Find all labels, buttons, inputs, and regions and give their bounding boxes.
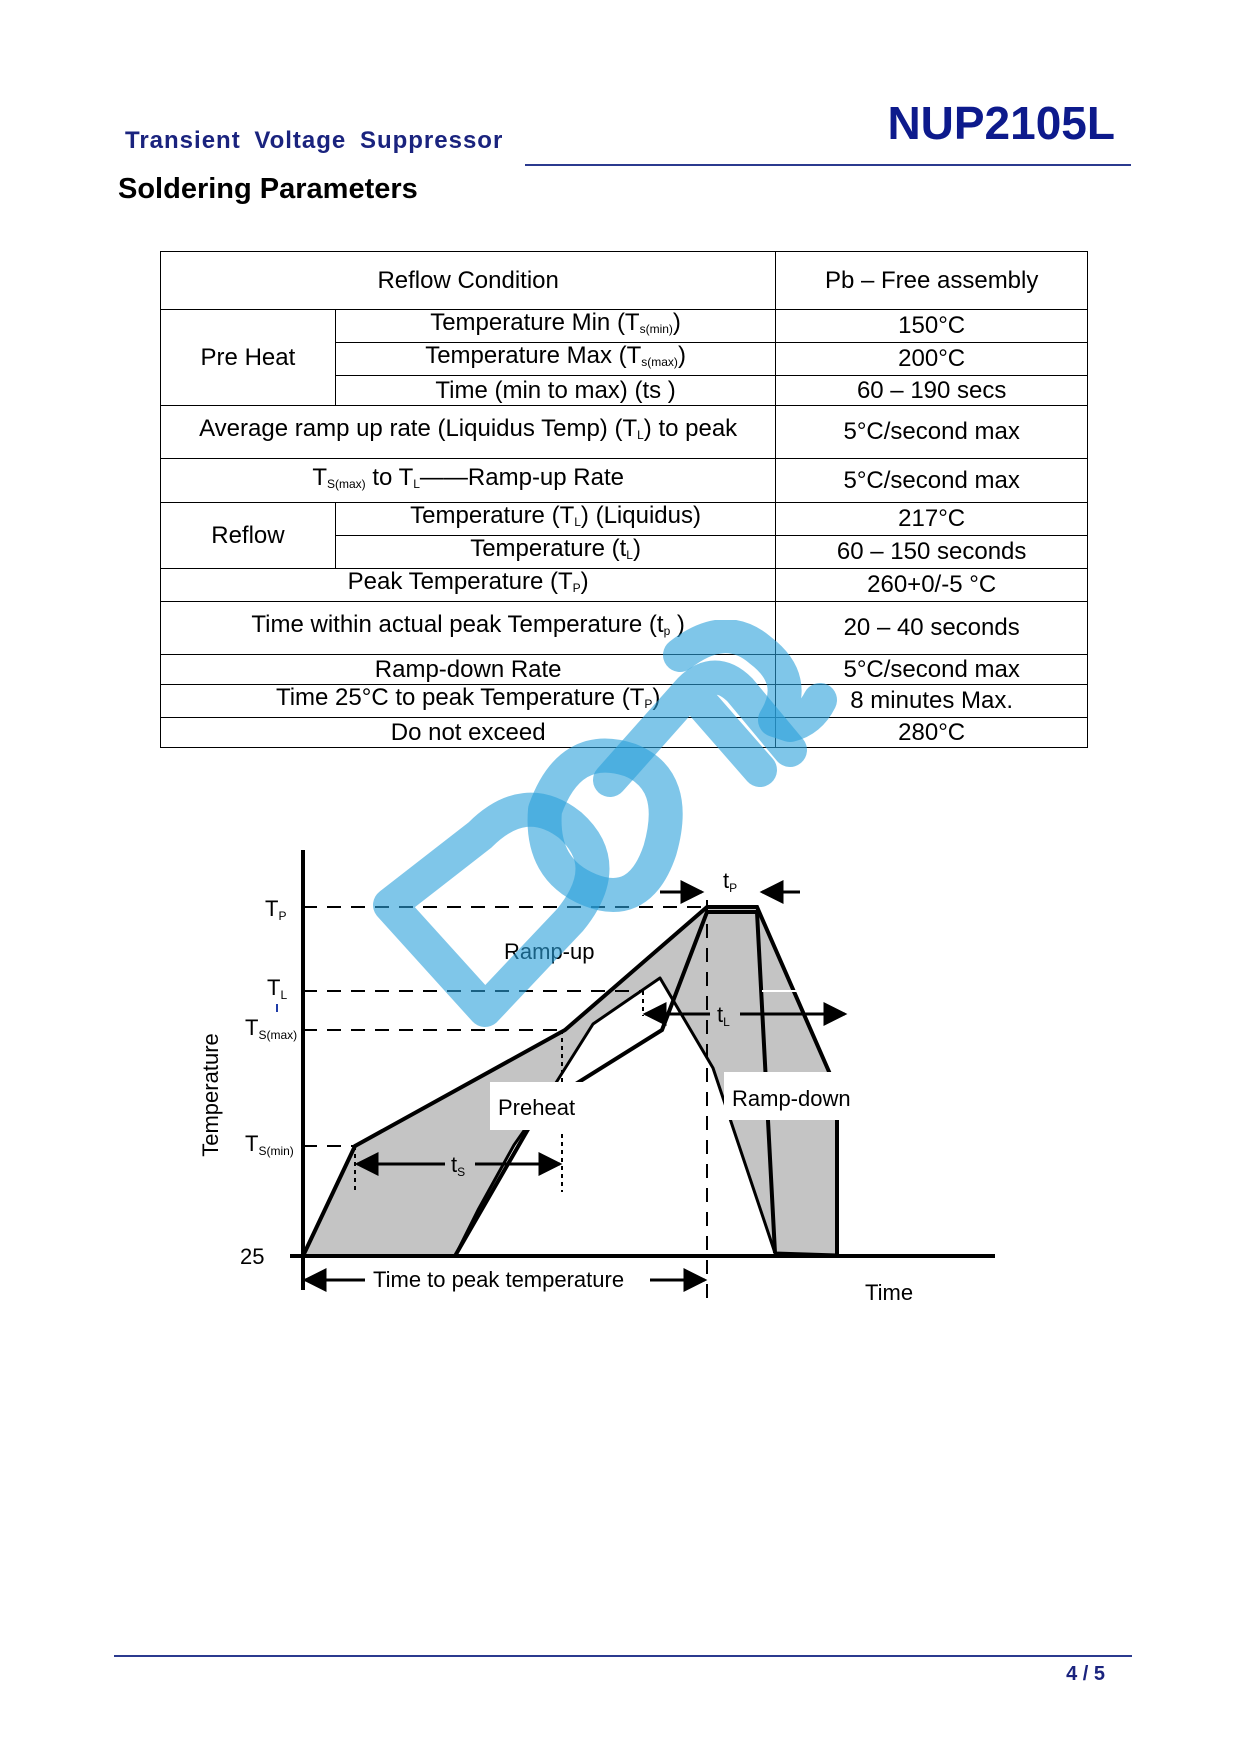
page-number: 4 / 5	[1066, 1663, 1105, 1685]
param-cell: Ramp-down Rate	[161, 655, 776, 685]
footer-rule	[114, 1655, 1132, 1657]
value-cell: 5°C/second max	[776, 406, 1088, 459]
section-title: Soldering Parameters	[118, 173, 418, 205]
param-cell: Time 25°C to peak Temperature $(T_P)$	[161, 685, 776, 718]
preheat-label: Pre Heat	[161, 310, 336, 406]
tl-duration-label: tL	[717, 1002, 730, 1029]
param-cell: Temperature $(T_L)$ (Liquidus)	[335, 503, 775, 536]
tick-label-tsmin: TS(min)	[245, 1131, 294, 1158]
value-cell: 200°C	[776, 343, 1088, 376]
header-rule	[525, 164, 1131, 166]
param-cell: Peak Temperature $(T_P)$	[161, 569, 776, 602]
param-cell: Temperature Min $(T_{s(min)})$	[335, 310, 775, 343]
document-subtitle: Transient Voltage Suppressor	[125, 127, 504, 154]
time-to-peak-label: Time to peak temperature	[373, 1267, 625, 1292]
reflow-profile-diagram	[190, 840, 1010, 1310]
value-cell: 5°C/second max	[776, 459, 1088, 503]
tick-label-tsmax: TS(max)	[245, 1015, 298, 1042]
table-row	[161, 310, 1088, 343]
ts-duration-label: tS	[451, 1152, 466, 1179]
preheat-label: Preheat	[498, 1095, 576, 1120]
table-row	[161, 569, 1088, 602]
value-cell: 260+0/-5 °C	[776, 569, 1088, 602]
header-reflow-condition: Reflow Condition	[161, 252, 776, 310]
value-cell: 60 – 190 secs	[776, 376, 1088, 406]
value-cell: 60 – 150 seconds	[776, 536, 1088, 569]
param-cell: Temperature $(t_L)$	[335, 536, 775, 569]
ramp-down-label: Ramp-down	[732, 1086, 851, 1111]
value-cell: 150°C	[776, 310, 1088, 343]
value-cell: 5°C/second max	[776, 655, 1088, 685]
tick-label-tp: TP	[265, 896, 287, 923]
table-row	[161, 718, 1088, 748]
table-row	[161, 602, 1088, 655]
ramp-up-label: Ramp-up	[504, 939, 595, 964]
reflow-label: Reflow	[161, 503, 336, 569]
table-row	[161, 685, 1088, 718]
soldering-parameters-table	[160, 251, 1088, 748]
tp-duration-label: tP	[723, 868, 738, 895]
table-row	[161, 459, 1088, 503]
tick-label-tl: TL	[267, 975, 288, 1002]
table-header-row	[161, 252, 1088, 310]
value-cell: 20 – 40 seconds	[776, 602, 1088, 655]
value-cell: 8 minutes Max.	[776, 685, 1088, 718]
param-cell: Temperature Max $(T_{s(max)})$	[335, 343, 775, 376]
part-number: NUP2105L	[887, 97, 1115, 149]
param-cell: Time (min to max) (ts )	[335, 376, 775, 406]
y-axis-title: Temperature	[198, 1033, 223, 1157]
x-axis-title: Time	[865, 1280, 914, 1305]
param-cell: $T_{S(max)}$ to $T_L——Ramp-up$ Rate	[161, 459, 776, 503]
value-cell: 280°C	[776, 718, 1088, 748]
param-cell: Average ramp up rate (Liquidus Temp) $(T_L)$ to peak	[161, 406, 776, 459]
param-cell: Do not exceed	[161, 718, 776, 748]
param-cell: Time within actual peak Temperature ($t_p$ )	[161, 602, 776, 655]
table-row	[161, 503, 1088, 536]
header-pb-free: Pb – Free assembly	[776, 252, 1088, 310]
table-row	[161, 406, 1088, 459]
value-cell: 217°C	[776, 503, 1088, 536]
table-row	[161, 655, 1088, 685]
tick-label-25: 25	[240, 1244, 265, 1269]
